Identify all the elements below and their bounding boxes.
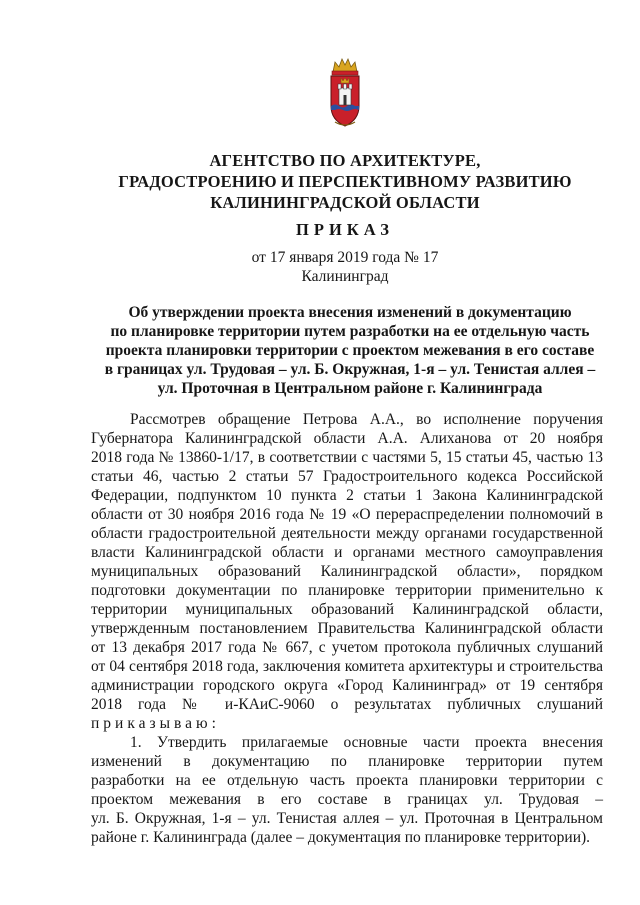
item-line: разработки на ее отдельную часть проекта планировки территории с [91, 772, 603, 789]
body-line: области градостроительной деятельности между органами государственной [91, 525, 603, 542]
subject-line: ул. Проточная в Центральном районе г. Калининграда [157, 380, 543, 397]
document-date-block [60, 248, 630, 286]
body-line: от 04 сентября 2018 года, заключения комитета архитектуры и строительства [91, 658, 603, 675]
subject-line: в границах ул. Трудовая – ул. Б. Окружная, 1-я – ул. Тенистая аллея – [104, 361, 596, 378]
subject-line: проекта планировки территории с проектом межевания в его составе [105, 342, 595, 359]
agency-name-line: АГЕНТСТВО ПО АРХИТЕКТУРЕ, [209, 151, 481, 170]
item-line: ул. Б. Окружная, 1-я – ул. Тенистая аллея – ул. Проточная в Центральном [91, 810, 603, 827]
item-line: районе г. Калининграда (далее – документация по планировке территории). [91, 829, 591, 846]
document-type-title: ПРИКАЗ [296, 220, 394, 239]
body-line: от 13 декабря 2017 года № 667, с учетом протокола публичных слушаний [91, 639, 603, 656]
body-line: утвержденным постановлением Правительства Калининградской области [91, 620, 603, 637]
item-line: проектом межевания в его составе в границах ул. Трудовая – [91, 791, 603, 808]
document-city: Калининград [301, 268, 389, 285]
document-date-number: от 17 января 2019 года № 17 [251, 249, 439, 266]
item-line: 1. Утвердить прилагаемые основные части проекта внесения [130, 734, 603, 751]
subject-line: по планировке территории путем разработки на ее отдельную часть [110, 323, 590, 340]
item-line: изменений в документацию по планировке территории путем [91, 753, 603, 770]
agency-name [60, 150, 630, 213]
body-line: статьи 46, частью 2 статьи 57 Градостроительного кодекса Российской [91, 468, 603, 485]
body-line: 2018 года № и-КАиС-9060 о результатах публичных слушаний [91, 696, 603, 713]
body-line: подготовки документации по планировке территории применительно к [91, 582, 603, 599]
body-line: власти Калининградской области и органами местного самоуправления [91, 544, 603, 561]
coat-of-arms-emblem [325, 58, 365, 128]
agency-name-line: ГРАДОСТРОЕНИЮ И ПЕРСПЕКТИВНОМУ РАЗВИТИЮ [118, 172, 572, 191]
order-word: приказываю: [91, 715, 220, 732]
body-line: Федерации, подпунктом 10 пункта 2 статьи 1 Закона Калининградской [91, 487, 603, 504]
body-line: области от 30 ноября 2016 года № 19 «О перераспределении полномочий в [91, 506, 603, 523]
body-line: Рассмотрев обращение Петрова А.А., во исполнение поручения [130, 411, 603, 428]
body-line: муниципальных образований Калининградской области», порядком [91, 563, 603, 580]
subject-line: Об утверждении проекта внесения изменений в документацию [128, 304, 572, 321]
agency-name-line: КАЛИНИНГРАДСКОЙ ОБЛАСТИ [210, 193, 480, 212]
document-subject [95, 303, 605, 398]
body-line: администрации городского округа «Город Калининград» от 19 сентября [91, 677, 603, 694]
body-line: 2018 года № 13860-1/17, в соответствии с частями 5, 15 статьи 45, частью 13 [91, 449, 603, 466]
body-line: Губернатора Калининградской области А.А. Алиханова от 20 ноября [91, 430, 603, 447]
document-body [91, 410, 603, 847]
body-line: территории муниципальных образований Калининградской области, [91, 601, 603, 618]
